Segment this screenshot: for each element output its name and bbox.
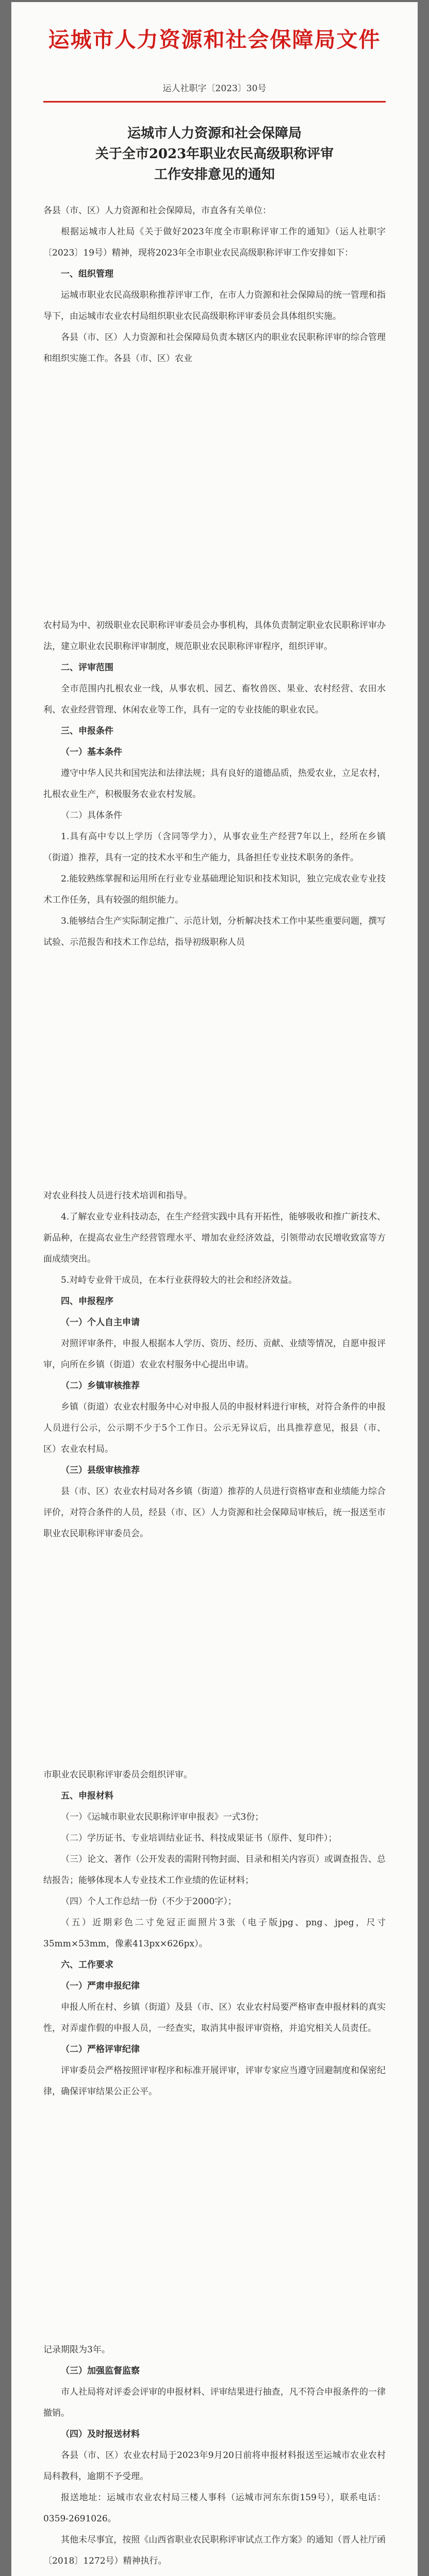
- sub-heading: （四）及时报送材料: [61, 2429, 140, 2439]
- sub-heading: （三）县级审核推荐: [61, 1465, 140, 1476]
- paragraph: 1.具有高中专以上学历（含同等学力），从事农业生产经营7年以上，经所在乡镇（街道）推荐，具有一定的技术水平和生产能力，具备担任专业技术职务的条件。: [43, 832, 386, 863]
- section-heading: 四、申报程序: [61, 1296, 113, 1307]
- paragraph: 各县（市、区）农业农村局于2023年9月20日前将申报材料报送至运城市农业农村局科教科，逾期不予受理。: [43, 2450, 386, 2482]
- paragraph: 乡镇（街道）农业农村服务中心对申报人员的申报材料进行审核，对符合条件的申报人员进行公示，公示期不少于5个工作日。公示无异议后，出具推荐意见，报县（市、区）农业农村局。: [43, 1402, 386, 1454]
- notice-title: [43, 123, 386, 185]
- sub-heading: （二）具体条件: [61, 810, 122, 821]
- paragraph: （四）个人工作总结一份（不少于2000字）；: [61, 1896, 237, 1907]
- paragraph: 3.能够结合生产实际制定推广、示范计划，分析解决技术工作中某些重要问题，撰写试验、示范报告和技术工作总结，指导初级职称人员: [43, 916, 386, 947]
- section-heading: 一、组织管理: [61, 269, 113, 279]
- paragraph: 农村局为中、初级职业农民职称评审委员会办事机构，具体负责制定职业农民职称评审办法，建立职业农民职称评审制度，规范职业农民职称评审程序，组织评审。: [43, 620, 386, 652]
- page-2: [11, 569, 418, 1139]
- paragraph: 运城市职业农民高级职称推荐评审工作，在市人力资源和社会保障局的统一管理和指导下，由运城市农业农村局组织职业农民高级职称评审委员会具体组织实施。: [43, 290, 386, 321]
- section-heading: 五、申报材料: [61, 1791, 113, 1801]
- title-line-2: 关于全市2023年职业农民高级职称评审: [95, 146, 334, 162]
- paragraph: 市职业农民职称评审委员会组织评审。: [43, 1770, 192, 1780]
- paragraph: 县（市、区）农业农村局对各乡镇（街道）推荐的人员进行资格审查和业绩能力综合评价，对符合条件的人员，经县（市、区）人力资源和社会保障局审核后，统一报送至市职业农民职称评审委员会。: [43, 1486, 386, 1539]
- paragraph: 全市范围内扎根农业一线，从事农机、园艺、畜牧兽医、果业、农村经营、农田水利、农业经营管理、休闲农业等工作，具有一定的专业技能的职业农民。: [43, 684, 386, 715]
- paragraph: （五）近期彩色二寸免冠正面照片3张（电子版jpg、png、jpeg，尺寸35mm×53mm，像素413px×626px）。: [43, 1918, 386, 1949]
- paragraph: 对照评审条件，申报人根据本人学历、资历、经历、贡献、业绩等情况，自愿申报评审，向所在乡镇（街道）农业农村服务中心提出申请。: [43, 1338, 386, 1370]
- paragraph: 市人社局将对评委会评审的申报材料、评审结果进行抽查，凡不符合申报条件的一律撤销。: [43, 2387, 386, 2418]
- section-heading: 二、评审范围: [61, 663, 113, 673]
- paragraph: （一）《运城市职业农民职称评审申报表》一式3份；: [61, 1812, 264, 1822]
- paragraph: （二）学历证书、专业培训结业证书、科技成果证书（原件、复印件）；: [61, 1833, 337, 1843]
- page-5: [11, 2293, 418, 2576]
- sub-heading: （一）严肃申报纪律: [61, 1981, 140, 1991]
- sub-heading: （三）加强监督监察: [61, 2366, 140, 2376]
- section-heading: 六、工作要求: [61, 1960, 113, 1970]
- paragraph: 4.了解农业专业科技动态，在生产经营实践中具有开拓性，能够吸收和推广新技术、新品种，在提高农业生产经营管理水平、增加农业经济效益，引领带动农民增收致富等方面成绩突出。: [43, 1212, 386, 1264]
- sub-heading: （二）严格评审纪律: [61, 2044, 140, 2055]
- paragraph: 其他未尽事宜，按照《山西省职业农民职称评审试点工作方案》的通知（晋人社厅函〔2018〕1272号）精神执行。: [43, 2535, 386, 2566]
- paragraph: 申报人所在村、乡镇（街道）及县（市、区）农业农村局要严格审查申报材料的真实性，对弄虚作假的申报人员，一经查实，取消其申报评审资格，并追究相关人员责任。: [43, 2002, 386, 2033]
- paragraph: 遵守中华人民共和国宪法和法律法规；具有良好的道德品质，热爱农业，立足农村，扎根农业生产，积极服务农业农村发展。: [43, 768, 386, 800]
- paragraph: 对农业科技人员进行技术培训和指导。: [43, 1191, 192, 1201]
- sub-heading: （一）个人自主申请: [61, 1317, 140, 1328]
- paragraph: 报送地址：运城市农业农村局三楼人事科（运城市河东东街159号），联系电话：0359-2691026。: [43, 2493, 386, 2524]
- page-3: [11, 1139, 418, 1718]
- paragraph: 各县（市、区）人力资源和社会保障局负责本辖区内的职业农民职称评审的综合管理和组织实施工作。各县（市、区）农业: [43, 332, 386, 364]
- paragraph: 5.对峙专业骨干成员，在本行业获得较大的社会和经济效益。: [61, 1275, 298, 1285]
- paragraph: 记录期限为3年。: [43, 2345, 110, 2355]
- paragraph: 2.能较熟练掌握和运用所在行业专业基础理论知识和技术知识，独立完成农业专业技术工作任务，具有较强的组织能力。: [43, 874, 386, 905]
- sub-heading: （二）乡镇审核推荐: [61, 1381, 140, 1391]
- paragraph: 根据运城市人社局《关于做好2023年度全市职称评审工作的通知》（运人社职字〔2023〕19号）精神，现将2023年全市职业农民高级职称评审工作安排如下：: [43, 227, 386, 258]
- agency-header: 运城市人力资源和社会保障局文件: [48, 27, 381, 52]
- page-4: [11, 1718, 418, 2293]
- paragraph: 评审委员会严格按照评审程序和标准开展评审，评审专家应当遵守回避制度和保密纪律，确保评审结果公正公平。: [43, 2065, 386, 2097]
- document-number: 运人社职字〔2023〕30号: [162, 83, 267, 94]
- page-1: [11, 2, 418, 569]
- sub-heading: （一）基本条件: [61, 747, 122, 757]
- addressee: 各县（市、区）人力资源和社会保障局，市直各有关单位：: [43, 206, 271, 216]
- red-divider: [43, 101, 386, 103]
- title-line-3: 工作安排意见的通知: [154, 167, 275, 182]
- paragraph: （三）论文、著作（公开发表的需附刊物封面、目录和相关内容页）或调查报告、总结报告；能够体现本人专业技术工作业绩的佐证材料；: [43, 1854, 386, 1886]
- section-heading: 三、申报条件: [61, 726, 113, 736]
- title-line-1: 运城市人力资源和社会保障局: [127, 126, 302, 141]
